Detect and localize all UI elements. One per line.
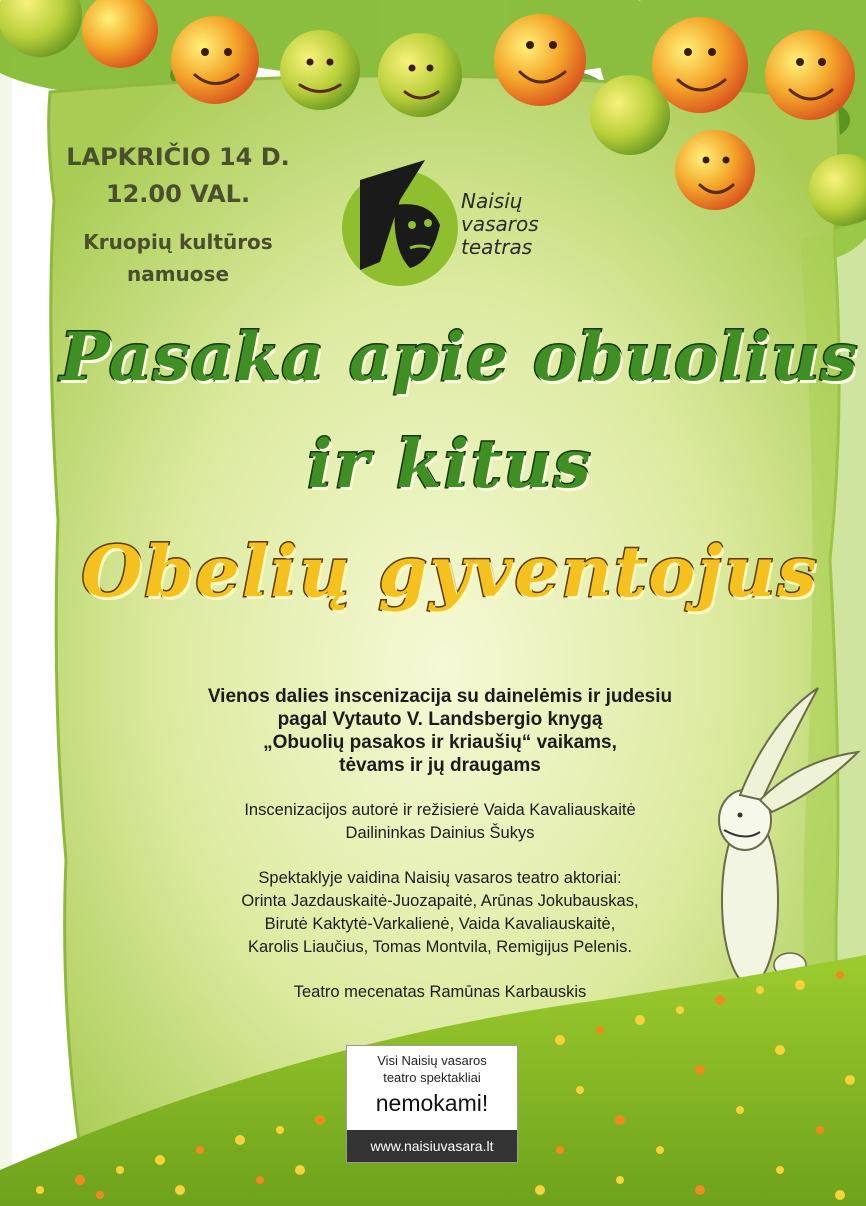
patron-line: Teatro mecenatas Ramūnas Karbauskis <box>293 983 587 1001</box>
badge-free-label: nemokami! <box>375 1090 489 1116</box>
credit-artist: Dailininkas Dainius Šukys <box>345 824 535 842</box>
cast-line: Orinta Jazdauskaitė-Juozapaitė, Arūnas Jokubauskas, <box>241 892 639 910</box>
website-link[interactable]: www.naisiuvasara.lt <box>347 1130 517 1162</box>
play-title-line3: Obelių gyventojus <box>81 530 819 613</box>
cast-line: Birutė Kaktytė-Varkalienė, Vaida Kavaliauskaitė, <box>264 915 616 933</box>
description-line: tėvams ir jų draugams <box>339 755 541 776</box>
badge-line1: Visi Naisių vasaros <box>377 1053 487 1068</box>
logo-line1: Naisių <box>461 189 523 213</box>
description-line: pagal Vytauto V. Landsbergio knygą <box>277 709 603 730</box>
description-line: „Obuolių pasakos ir kriaušių“ vaikams, <box>263 732 617 753</box>
description-line: Vienos dalies inscenizacija su dainelėmis ir judesiu <box>207 686 673 707</box>
logo-line3: teatras <box>461 235 533 259</box>
event-date: LAPKRIČIO 14 D. <box>66 143 290 171</box>
play-title-line2: ir kitus <box>307 425 593 503</box>
cast-intro: Spektaklyje vaidina Naisių vasaros teatro aktoriai: <box>258 869 622 887</box>
play-title-line1: Pasaka apie obuolius <box>60 318 859 396</box>
event-time: 12.00 VAL. <box>105 180 251 208</box>
credit-author: Inscenizacijos autorė ir režisierė Vaida Kavaliauskaitė <box>244 801 636 819</box>
event-venue-line2: namuose <box>126 262 230 286</box>
poster-body <box>130 685 750 1004</box>
event-venue-line1: Kruopių kultūros <box>83 230 273 254</box>
free-admission-badge <box>346 1045 518 1163</box>
badge-line2: teatro spektakliai <box>383 1070 481 1085</box>
theatre-logo-text <box>461 190 539 259</box>
cast-line: Karolis Liaučius, Tomas Montvila, Remigijus Pelenis. <box>248 938 632 956</box>
logo-line2: vasaros <box>461 212 539 236</box>
